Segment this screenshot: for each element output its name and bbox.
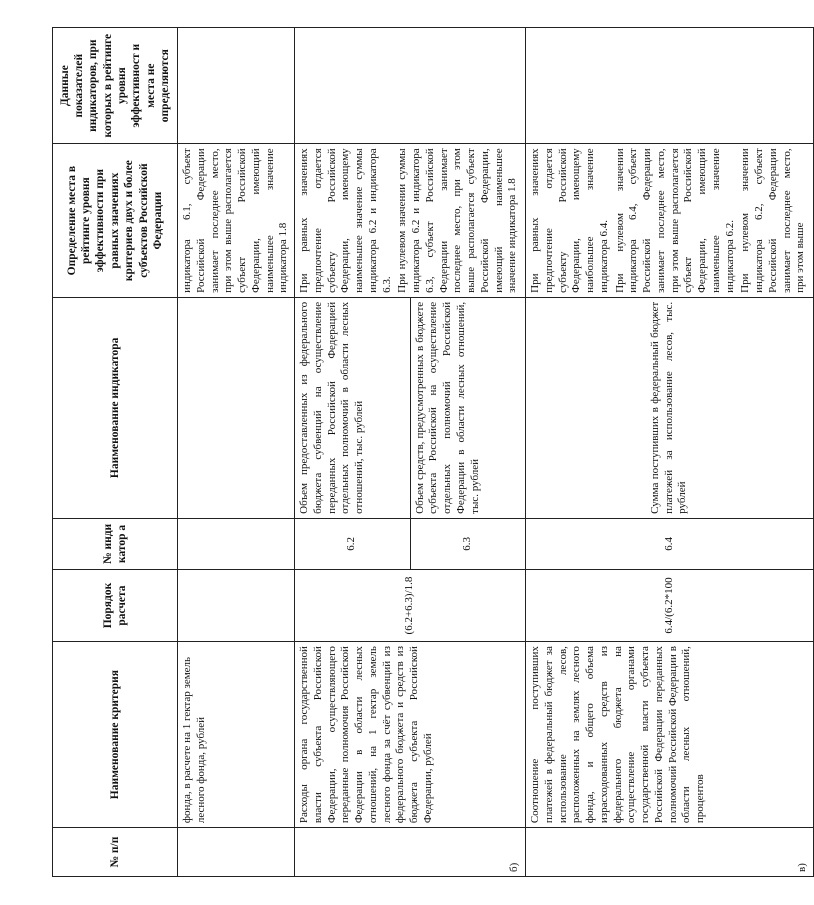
header-order: Порядок расчета — [53, 569, 178, 641]
order-cell: (6.2+6.3)/1.8 — [295, 569, 526, 641]
place-paragraph: При нулевом значении индикатора 6.2, субъект Российской Федерации занимает последнее место, при этом выше — [739, 148, 807, 293]
order-cell — [178, 569, 295, 641]
indicator-name-cell — [178, 297, 295, 518]
place-paragraph: При равных значениях предпочтение отдается субъекту Российской Федерации, имеющему наибольшее значение индикатора 6.4. — [529, 148, 610, 293]
header-criteria: Наименование критерия — [53, 642, 178, 828]
indicator-name-cell: Сумма поступивших в федеральный бюджет платежей за использование лесов, тыс. рублей — [526, 297, 814, 518]
table-row — [178, 28, 295, 877]
indicator-no-cell: 6.3 — [410, 518, 526, 569]
criteria-cell: фонда, в расчете на 1 гектар земель лесного фонда, рублей — [178, 642, 295, 828]
criteria-cell: Расходы органа государственной власти субъекта Российской Федерации, осуществляющего переданные полномочия Российской Федерации в области лесных отношений, на 1 гектар земель лесного фонда за счёт субвенций из федерального бюджета и средств из бюджета субъекта Российской Федерации, рублей — [295, 642, 526, 828]
order-cell: 6.4/(6.2*100 — [526, 569, 814, 641]
indicator-name-cell: Объем предоставленных из федерального бюджета субвенций на осуществление переданных Российской Федерацией отдельных полномочий в области лесных отношений, тыс. рублей — [295, 297, 411, 518]
indicator-no-cell: 6.2 — [295, 518, 411, 569]
indicator-no-cell — [178, 518, 295, 569]
place-cell: индикатора 6.1, субъект Российской Федерации занимает последнее место, при этом выше располагается субъект Российской Федерации, имеющий наименьшее значение индикатора 1.8 — [178, 144, 295, 298]
indicator-name-cell: Объем средств, предусмотренных в бюджете субъекта Российской на осуществление отдельных полномочий Российской Федерации в области лесных отношений, тыс. рублей — [410, 297, 526, 518]
data-cell — [295, 28, 526, 144]
row-num-cell: б) — [295, 828, 526, 877]
data-cell — [178, 28, 295, 144]
place-paragraph: При нулевом значении индикатора 6.4, субъект Российской Федерации занимает последнее место, при этом выше располагается субъект Российской Федерации, имеющий наименьшее значение индикатора 6.2. — [613, 148, 736, 293]
place-cell — [526, 144, 814, 298]
indicator-no-cell: 6.4 — [526, 518, 814, 569]
header-indicator-no: № инди катор а — [53, 518, 178, 569]
data-cell — [526, 28, 814, 144]
row-num-cell — [178, 828, 295, 877]
place-cell — [295, 144, 526, 298]
table-row — [295, 28, 411, 877]
header-data: Данные показателей индикаторов, при которых в рейтинге уровня эффективност и места не определяются — [53, 28, 178, 144]
header-num: № п/п — [53, 828, 178, 877]
table-row — [526, 28, 814, 877]
place-paragraph: При нулевом значении суммы индикатора 6.2 и индикатора 6.3, субъект Российской Федерации занимает последнее место, при этом выше располагается субъект Российской Федерации, имеющий наименьшее значение индикатора 1.8 — [396, 148, 519, 293]
table-header-row — [53, 28, 178, 877]
header-indicator-name: Наименование индикатора — [53, 297, 178, 518]
criteria-cell: Соотношение поступивших платежей в федеральный бюджет за использование лесов, расположенных на землях лесного фонда, и общего объема израсходованных средств из федерального бюджета на осуществление органами государственной власти субъекта Российской Федерации переданных полномочий Российской Федерации в области лесных отношений, процентов — [526, 642, 814, 828]
row-num-cell: в) — [526, 828, 814, 877]
place-paragraph: При равных значениях предпочтение отдается субъекту Российской Федерации, имеющему наименьшее значение суммы индикатора 6.2 и индикатора 6.3. — [298, 148, 393, 293]
header-place: Определение места в рейтинге уровня эффективности при равных значениях критериев двух и более субъектов Российской Федерации — [53, 144, 178, 298]
criteria-table — [52, 27, 814, 877]
